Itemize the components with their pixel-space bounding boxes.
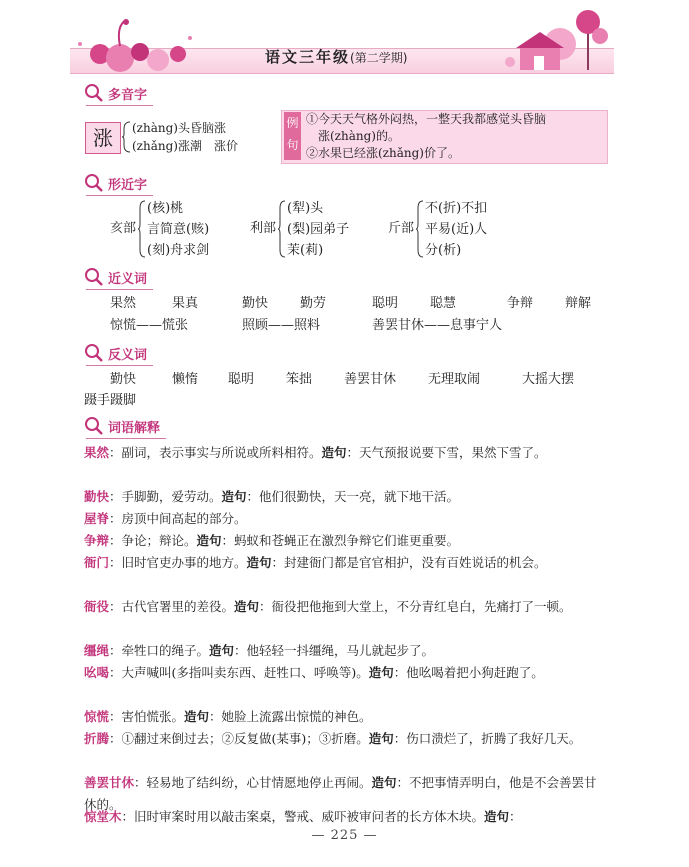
magnifier-icon — [84, 416, 104, 436]
definition-entry — [84, 728, 607, 750]
page-header — [0, 0, 689, 88]
entry-definition: ：手脚勤，爱劳动。 — [109, 489, 222, 504]
section-heading-ciyu — [84, 415, 160, 437]
word-pair: 照顾——照料 — [242, 318, 321, 333]
entry-example-label: 造句 — [246, 555, 272, 570]
entry-word: 勤快 — [84, 489, 110, 504]
brace-icon — [138, 200, 146, 258]
word: 笨拙 — [286, 372, 313, 387]
entry-example-label: 造句 — [368, 731, 394, 746]
magnifier-icon — [84, 267, 104, 287]
entry-definition: ：争论；辩论。 — [109, 533, 197, 548]
xingjin-item: 分(析) — [425, 243, 462, 258]
entry-example: ：伤口溃烂了，折腾了我好几天。 — [393, 731, 582, 746]
entry-example: ：她脸上流露出惊慌的神色。 — [209, 709, 372, 724]
word: 聪明 — [372, 296, 399, 311]
xingjin-item: 平易(近)人 — [425, 222, 488, 237]
definition-entry — [84, 486, 607, 508]
entry-definition: ：古代官署里的差役。 — [109, 599, 235, 614]
xingjin-item: 言简意(赅) — [147, 222, 210, 237]
section-heading-jinyici — [84, 266, 147, 288]
xingjin-item: 不(折)不扣 — [425, 201, 488, 216]
word: 无理取闹 — [428, 372, 481, 387]
entry-example-label: 造句 — [368, 665, 394, 680]
definition-entry — [84, 508, 607, 530]
entry-word: 衙门 — [84, 555, 110, 570]
entry-example: ： — [509, 809, 522, 824]
word-pair: 善罢甘休——息事宁人 — [372, 318, 503, 333]
entry-example-label: 造句 — [484, 809, 510, 824]
entry-example-label: 造句 — [234, 599, 260, 614]
brace-icon — [416, 200, 424, 258]
entry-example: ：蚂蚁和苍蝇正在激烈争辩它们谁更重要。 — [221, 533, 460, 548]
radical-group-3: 斤部 — [388, 221, 415, 236]
xingjin-item: (犁)头 — [287, 201, 324, 216]
section-title: 词语解释 — [108, 417, 160, 436]
radical-group-2: 利部 — [250, 221, 277, 236]
word: 辩解 — [565, 296, 592, 311]
word: 善罢甘休 — [344, 372, 397, 387]
entry-word: 缰绳 — [84, 643, 110, 658]
entry-example-label: 造句 — [209, 643, 235, 658]
entry-example: ：封建衙门都是官官相护，没有百姓说话的机会。 — [271, 555, 547, 570]
word: 勤快 — [242, 296, 269, 311]
entry-word: 惊堂木 — [84, 809, 122, 824]
reading-zhang3: (zhǎng)涨潮 涨价 — [132, 139, 238, 153]
entry-example: ：他们很勤快，天一亮，就下地干活。 — [246, 489, 460, 504]
entry-definition: ：牵牲口的绳子。 — [109, 643, 210, 658]
word: 聪慧 — [430, 296, 457, 311]
entry-word: 折腾 — [84, 731, 110, 746]
book-title — [265, 46, 407, 67]
word-pair: 惊慌——慌张 — [110, 318, 189, 333]
word: 果真 — [172, 296, 199, 311]
entry-example-label: 造句 — [371, 775, 397, 790]
entry-definition: ：旧时审案时用以敲击案桌，警戒、威吓被审问者的长方体木块。 — [121, 809, 485, 824]
definition-entry — [84, 640, 607, 662]
entry-definition: ：轻易地了结纠纷，心甘情愿地停止再闹。 — [134, 775, 372, 790]
section-title: 近义词 — [108, 268, 147, 287]
word: 聪明 — [228, 372, 255, 387]
entry-example-label: 造句 — [196, 533, 222, 548]
definition-entry — [84, 806, 607, 828]
entry-example: ：他吆喝着把小狗赶跑了。 — [393, 665, 544, 680]
magnifier-icon — [84, 83, 104, 103]
radical-group-1: 亥部 — [110, 221, 137, 236]
entry-example-label: 造句 — [184, 709, 210, 724]
reading-zhang4: (zhàng)头昏脑涨 — [132, 121, 226, 135]
entry-definition: ：大声喊叫(多指叫卖东西、赶牲口、呼唤等)。 — [109, 665, 369, 680]
xingjin-item: (核)桃 — [147, 201, 184, 216]
entry-definition: ：①翻过来倒过去；②反复做(某事)；③折磨。 — [109, 731, 369, 746]
definition-entry — [84, 706, 607, 728]
example-line-3: ②水果已经涨(zhǎng)价了。 — [306, 146, 460, 160]
entry-example: ：不把事情弄明白，他是不会善罢甘休的。 — [84, 775, 597, 812]
section-heading-duoyinzi — [84, 82, 147, 104]
word: 勤劳 — [300, 296, 327, 311]
entry-word: 惊慌 — [84, 709, 110, 724]
definition-entry — [84, 596, 607, 618]
book-subtitle: (第二学期) — [350, 51, 408, 65]
entry-word: 吆喝 — [84, 665, 110, 680]
example-line-2: 涨(zhàng)的。 — [318, 129, 400, 143]
word: 果然 — [110, 296, 137, 311]
left-flower-decoration-icon — [70, 16, 200, 76]
entry-example: ：他轻轻一抖缰绳，马儿就起步了。 — [234, 643, 435, 658]
entry-word: 善罢甘休 — [84, 775, 135, 790]
word: 蹑手蹑脚 — [84, 393, 137, 408]
brace-icon — [278, 200, 286, 258]
section-heading-fanyici — [84, 342, 147, 364]
word: 争辩 — [507, 296, 534, 311]
section-heading-xingjinzi — [84, 172, 147, 194]
word: 勤快 — [110, 372, 137, 387]
definition-entry — [84, 662, 607, 684]
section-title: 形近字 — [108, 174, 147, 193]
entry-word: 果然 — [84, 445, 110, 460]
definition-entry — [84, 530, 607, 552]
book-title-text: 语文三年级 — [265, 48, 351, 66]
brace-icon — [121, 121, 131, 153]
entry-word: 争辩 — [84, 533, 110, 548]
entry-definition: ：房顶中间高起的部分。 — [109, 511, 247, 526]
example-line-1: ①今天天气格外闷热，一整天我都感觉头昏脑 — [306, 112, 547, 126]
entry-example-label: 造句 — [321, 445, 347, 460]
entry-example-label: 造句 — [221, 489, 247, 504]
example-tag: 例句 — [284, 112, 301, 160]
entry-word: 屋脊 — [84, 511, 110, 526]
magnifier-icon — [84, 173, 104, 193]
word: 懒惰 — [172, 372, 199, 387]
xingjin-item: (刻)舟求剑 — [147, 243, 210, 258]
word: 大摇大摆 — [522, 372, 575, 387]
polyphone-char: 涨 — [85, 122, 121, 154]
page-number: — 225 — — [311, 828, 378, 843]
section-title: 多音字 — [108, 84, 147, 103]
entry-word: 衙役 — [84, 599, 110, 614]
entry-example: ：天气预报说要下雪，果然下雪了。 — [346, 445, 547, 460]
magnifier-icon — [84, 343, 104, 363]
definition-entry — [84, 442, 607, 464]
right-house-decoration-icon — [500, 6, 620, 76]
entry-definition: ：旧时官吏办事的地方。 — [109, 555, 247, 570]
xingjin-item: 茉(莉) — [287, 243, 324, 258]
section-title: 反义词 — [108, 344, 147, 363]
definition-entry — [84, 552, 607, 574]
entry-definition: ：害怕慌张。 — [109, 709, 185, 724]
entry-example: ：衙役把他拖到大堂上，不分青红皂白，先痛打了一顿。 — [259, 599, 572, 614]
entry-definition: ：副词，表示事实与所说或所料相符。 — [109, 445, 322, 460]
xingjin-item: (梨)园弟子 — [287, 222, 350, 237]
